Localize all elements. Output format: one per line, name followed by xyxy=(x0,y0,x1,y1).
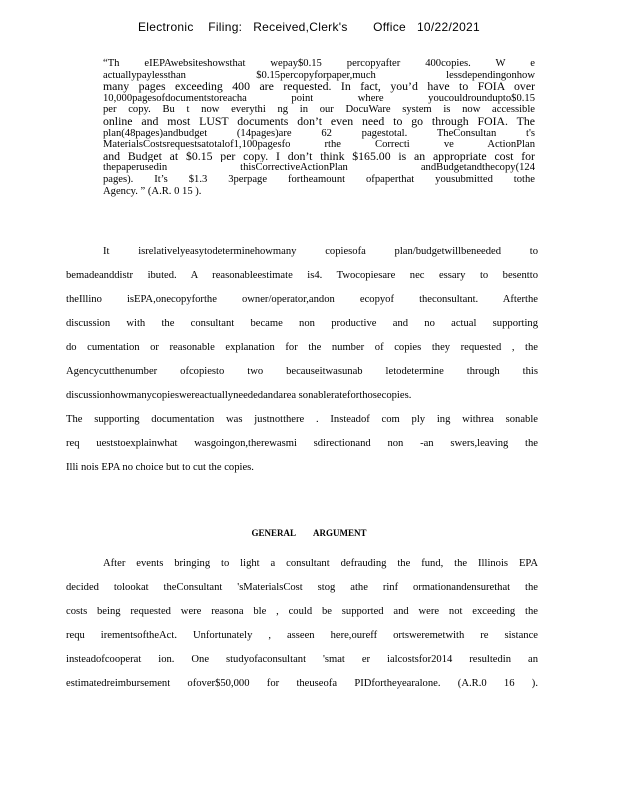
paragraph-copies xyxy=(66,240,538,480)
quote-line: 10,000pagesofdocumentstoreacha point where youcouldroundupto$0.15 xyxy=(103,92,535,104)
quote-line: plan(48pages)andbudget (14pages)are 62 pagestotal. TheConsultan t's xyxy=(103,127,535,139)
paragraph-line: Illi nois EPA no choice but to cut the copies. xyxy=(66,462,254,473)
paragraph-line: decided tolookat theConsultant 'sMaterialsCost stog athe rinf ormationandensurethat the xyxy=(66,582,538,593)
filing-header: Electronic Filing: Received,Clerk's Office 10/22/2021 xyxy=(137,20,480,34)
quote-line: Agency. ” (A.R. 0 15 ). xyxy=(103,185,202,197)
paragraph-line: insteadofcooperat ion. One studyofaconsultant 'smat er ialcostsfor2014 resultedin an xyxy=(66,654,538,665)
paragraph-line: The supporting documentation was justnotthere . Insteadof com ply ing withrea sonable xyxy=(66,414,538,425)
paragraph-line: costs being requested were reasona ble , could be supported and were not exceeding the xyxy=(66,606,538,617)
paragraph-line: estimatedreimbursement ofover$50,000 for theuseofa PIDfortheyearalone. (A.R.0 16 ). xyxy=(66,678,538,689)
paragraph-general-argument xyxy=(66,552,538,696)
quote-line: MaterialsCostsrequestsatotalof1,100pagesfo rthe Correcti ve ActionPlan xyxy=(103,139,535,151)
paragraph-line: do cumentation or reasonable explanation for the number of copies they requested , the xyxy=(66,342,538,353)
paragraph-line: theIllino isEPA,onecopyforthe owner/operator,andon ecopyof theconsultant. Afterthe xyxy=(66,294,538,305)
quote-line: online and most LUST documents don’t even need to go through FOIA. The xyxy=(103,115,535,128)
quote-line: pages). It’s $1.3 3perpage fortheamount ofpaperthat yousubmitted tothe xyxy=(103,173,535,185)
quote-line: thepaperusedin thisCorrectiveActionPlan andBudgetandthecopy(124 xyxy=(103,162,535,174)
quote-line: and Budget at $0.15 per copy. I don’t think $165.00 is an appropriate cost for xyxy=(103,150,535,163)
quote-line: per copy. Bu t now everythi ng in our DocuWare system is now accessible xyxy=(103,104,535,116)
paragraph-line: After events bringing to light a consultant defrauding the fund, the Illinois EPA xyxy=(103,558,538,569)
quote-line: actuallypaylessthan $0.15percopyforpaper,much lessdependingonhow xyxy=(103,69,535,81)
section-heading: GENERAL ARGUMENT xyxy=(251,528,367,538)
quote-line: many pages exceeding 400 are requested. In fact, you’d have to FOIA over xyxy=(103,81,535,93)
paragraph-line: discussion with the consultant became non productive and no actual supporting xyxy=(66,318,538,329)
paragraph-line: requ irementsoftheAct. Unfortunately , asseen here,oureff ortsweremetwith re sistance xyxy=(66,630,538,641)
quoted-block xyxy=(103,58,535,197)
paragraph-line: bemadeanddistr ibuted. A reasonableestimate is4. Twocopiesare nec essary to besentto xyxy=(66,270,538,281)
paragraph-line: req ueststoexplainwhat wasgoingon,therewasmi sdirectionand non -an swers,leaving the xyxy=(66,438,538,449)
quote-line: “Th eIEPAwebsiteshowsthat wepay$0.15 percopyafter 400copies. W e xyxy=(103,58,535,69)
paragraph-line: It isrelativelyeasytodeterminehowmany copiesofa plan/budgetwillbeneeded to xyxy=(103,246,538,257)
paragraph-line: discussionhowmanycopieswereactuallyneededandarea sonablerateforthosecopies. xyxy=(66,390,412,401)
paragraph-line: Agencycutthenumber ofcopiesto two becauseitwasunab letodetermine through this xyxy=(66,366,538,377)
